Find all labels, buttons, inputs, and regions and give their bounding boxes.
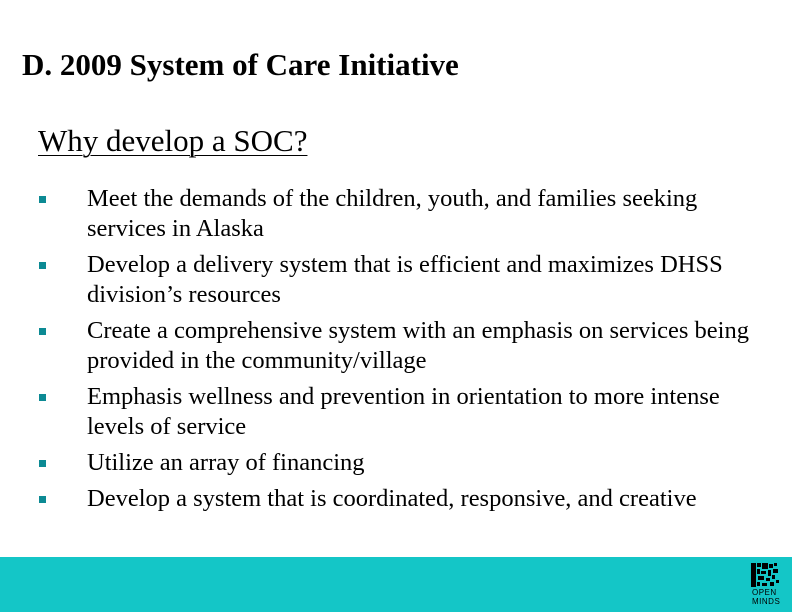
logo-line-minds: MINDS xyxy=(752,597,781,606)
bullet-item xyxy=(38,316,758,376)
bullet-text: Emphasis wellness and prevention in orientation to more intense levels of service xyxy=(87,383,720,440)
bullet-item xyxy=(38,184,758,244)
bullet-text: Utilize an array of financing xyxy=(87,449,365,476)
square-bullet-icon xyxy=(39,394,46,401)
slide-title: D. 2009 System of Care Initiative xyxy=(22,47,459,82)
logo-text xyxy=(752,588,780,606)
bullet-text: Create a comprehensive system with an emphasis on services being provided in the community/village xyxy=(87,317,749,374)
open-minds-logo-icon xyxy=(751,563,781,587)
slide-subheading: Why develop a SOC? xyxy=(38,123,308,158)
bullet-text: Develop a delivery system that is efficient and maximizes DHSS division’s resources xyxy=(87,251,723,308)
bullet-text: Meet the demands of the children, youth, and families seeking services in Alaska xyxy=(87,185,698,242)
bullet-item xyxy=(38,250,758,310)
bullet-list xyxy=(38,184,758,520)
square-bullet-icon xyxy=(39,460,46,467)
square-bullet-icon xyxy=(39,328,46,335)
square-bullet-icon xyxy=(39,496,46,503)
bullet-item xyxy=(38,448,758,478)
square-bullet-icon xyxy=(39,262,46,269)
bullet-item xyxy=(38,382,758,442)
footer-bar xyxy=(0,557,792,612)
bullet-text: Develop a system that is coordinated, responsive, and creative xyxy=(87,485,697,512)
open-minds-logo xyxy=(749,561,789,611)
square-bullet-icon xyxy=(39,196,46,203)
logo-line-open: OPEN xyxy=(752,588,777,597)
bullet-item xyxy=(38,484,758,514)
